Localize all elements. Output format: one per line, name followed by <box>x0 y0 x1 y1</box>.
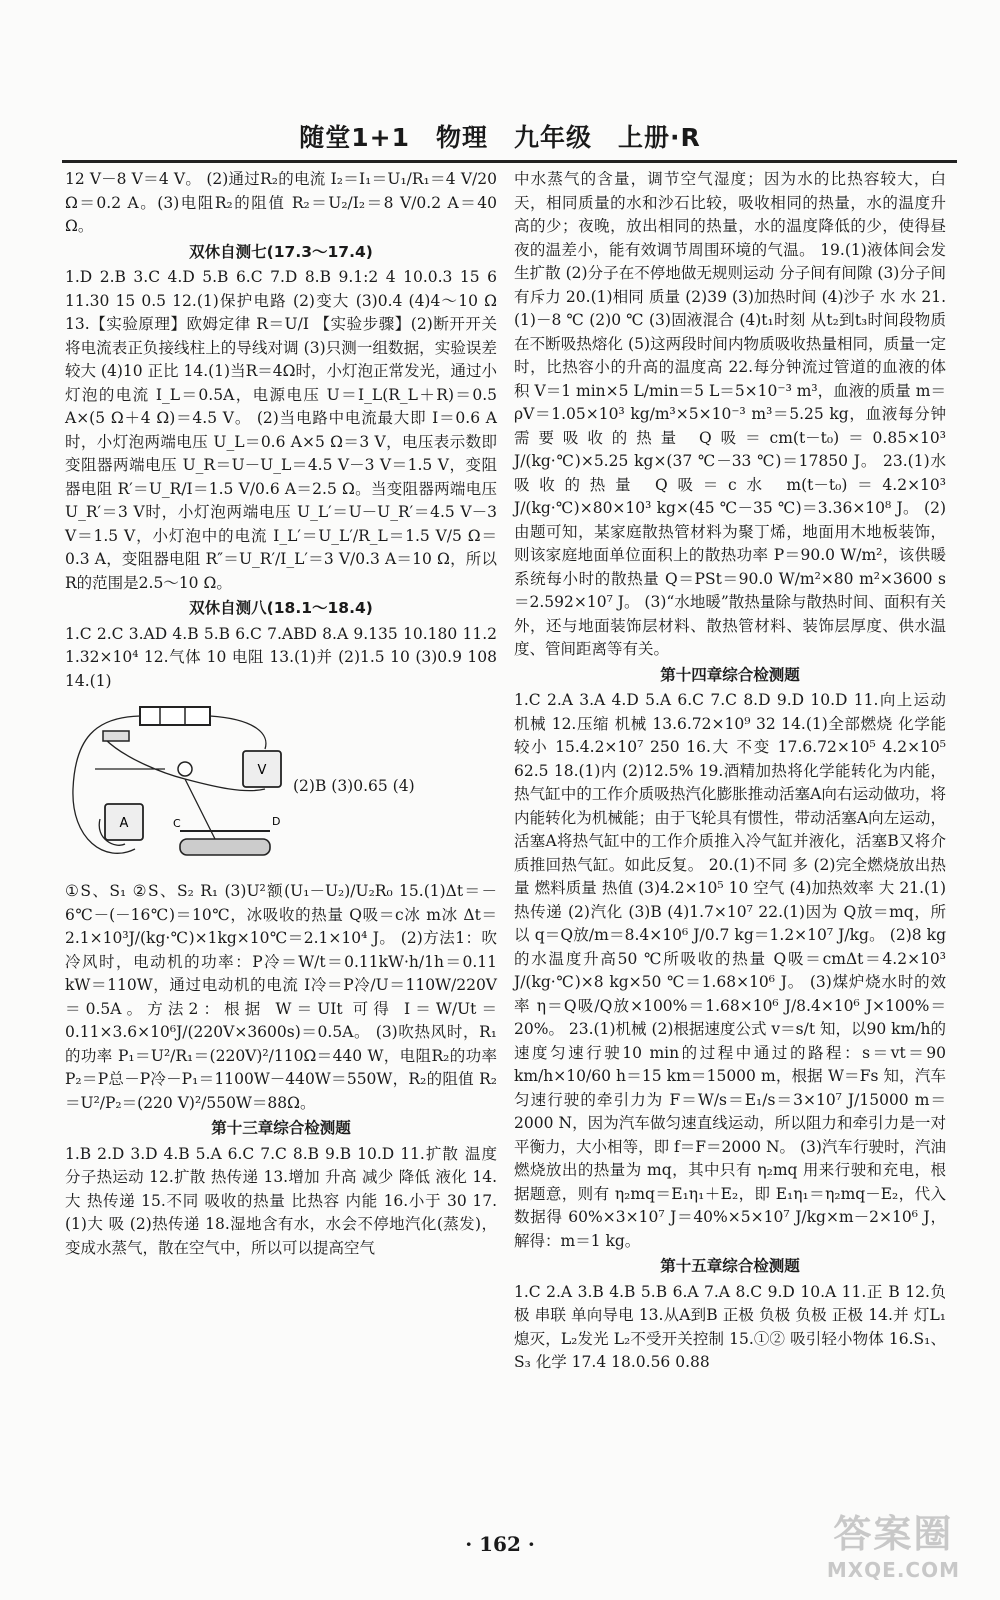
question-14-text: (2)B (3)0.65 (4) <box>293 776 415 795</box>
watermark-text: 答案圈 <box>833 1512 954 1556</box>
right-column <box>514 168 946 1375</box>
section-title-quiz-8: 双休自测八(18.1～18.4) <box>189 599 373 617</box>
terminal-d-label: D <box>272 815 281 828</box>
section-title-chapter-15: 第十五章综合检测题 <box>660 1257 800 1275</box>
terminal-c-label: C <box>173 817 181 830</box>
section-title-quiz-7: 双休自测七(17.3～17.4) <box>189 242 373 261</box>
rheostat-icon <box>180 839 270 855</box>
circuit-wires <box>73 716 266 853</box>
section-title-chapter-14: 第十四章综合检测题 <box>660 665 800 684</box>
page-header: 随堂1+1 物理 九年级 上册·R <box>299 123 701 152</box>
right-para-1: 中水蒸气的含量，调节空气湿度；因为水的比热容较大，白天，相同质量的水和沙石比较，吸收相同的热量，水的温度升高的少；夜晚，放出相同的热量，水的温度降低的少，使得昼夜的温差小，能有效调节周围环境的气温。 19.(1)液体间会发生扩散 (2)分子在不停地做无规则运动 分子间有间隙 (3)分子间有斥力 20.(1)相同 质量 (2)39 (3)加热时间 (4)沙子 水 水 21.(1)－8 ℃ (2)0 ℃ (3)固液混合 (4)t₁时刻 从t₂到t₃时间段物质在不断吸热熔化 (5)这两段时间内物质吸收热量相同，质量一定时，比热容小的升高的温度高 22.每分钟流过管道的血液的体积 V＝1 min×5 L/min＝5 L＝5×10⁻³ m³，血液的质量 m＝ρV＝1.05×10³ kg/m³×5×10⁻³ m³＝5.25 kg，血液每分钟需要吸收的热量 Q吸＝cm(t－t₀)＝0.85×10³ J/(kg·℃)×5.25 kg×(37 ℃－33 ℃)＝17850 J。 23.(1)水吸收的热量 Q吸＝c水 m(t－t₀)＝4.2×10³ J/(kg·℃)×80×10³ kg×(45 ℃－35 ℃)＝3.36×10⁸ J。 (2)由题可知，某家庭散热管材料为聚丁烯，地面用木地板装饰，则该家庭地面单位面积上的散热功率 P＝90.0 W/m²，该供暖系统每小时的散热量 Q＝PSt＝90.0 W/m²×80 m²×3600 s＝2.592×10⁷ J。 (3)“水地暖”散热量除与散热时间、面积有关外，还与地面装饰层材料、散热管材料、装饰层厚度、供水温度、管间距离等有关。 <box>514 170 946 658</box>
switch-icon <box>103 731 129 741</box>
left-column <box>65 168 497 1260</box>
page-number: · 162 · <box>465 1532 535 1556</box>
ammeter-label: A <box>119 816 129 831</box>
right-para-2: 1.C 2.A 3.A 4.D 5.A 6.C 7.C 8.D 9.D 10.D 11.向上运动 机械 12.压缩 机械 13.6.72×10⁹ 32 14.(1)全部燃烧 化学能 较小 15.4.2×10⁷ 250 16.大 不变 17.6.72×10⁵ 4.2×10⁵ 62.5 18.(1)内 (2)12.5% 19.酒精加热将化学能转化为内能，热气缸中的工作介质吸热汽化膨胀推动活塞A向右运动做功，将内能转化为机械能；由于飞轮具有惯性，带动活塞A向左运动，活塞A将热气缸中的工作介质推入冷气缸并液化，活塞B又将介质推回热气缸。如此反复。 20.(1)不同 多 (2)完全燃烧放出热量 燃料质量 热值 (3)4.2×10⁵ 10 空气 (4)加热效率 大 21.(1)热传递 (2)汽化 (3)B (4)1.7×10⁷ 22.(1)因为 Q放＝mq，所以 q＝Q放/m＝8.4×10⁶ J/0.7 kg＝1.2×10⁷ J/kg。 (2)8 kg的水温度升高50 ℃所吸收的热量 Q吸＝cmΔt＝4.2×10³ J/(kg·℃)×8 kg×50 ℃＝1.68×10⁶ J。 (3)煤炉烧水时的效率 η＝Q吸/Q放×100%＝1.68×10⁶ J/8.4×10⁶ J×100%＝20%。 23.(1)机械 (2)根据速度公式 v＝s/t 知，以90 km/h的速度匀速行驶10 min的过程中通过的路程：s＝vt＝90 km/h×10/60 h＝15 km＝15000 m，根据 W＝Fs 知，汽车匀速行驶的牵引力为 F＝W/s＝E₁/s＝3×10⁷ J/15000 m＝2000 N，因为汽车做匀速直线运动，所以阻力和牵引力是一对平衡力，大小相等，即 f＝F＝2000 N。 (3)汽车行驶时，汽油燃烧放出的热量为 mq，其中只有 η₂mq 用来行驶和充电，根据题意，则有 η₂mq＝E₁η₁＋E₂，即 E₁η₁＝η₂mq－E₂，代入数据得 60%×3×10⁷ J＝40%×5×10⁷ J/kg×m－2×10⁶ J，解得：m＝1 kg。 <box>514 691 946 1250</box>
battery-icon <box>140 707 210 725</box>
section-title-chapter-13: 第十三章综合检测题 <box>211 1119 351 1137</box>
left-para-2: 1.D 2.B 3.C 4.D 5.B 6.C 7.D 8.B 9.1:2 4 10.0.3 15 6 11.30 15 0.5 12.(1)保护电路 (2)变大 (3)0.4 (4)4～10 Ω 13.【实验原理】欧姆定律 R＝U/I 【实验步骤】(2)断开开关 将电流表正负接线柱上的导线对调 (3)只测一组数据，实验误差较大 (4)10 正比 14.(1)当R＝4Ω时，小灯泡正常发光，通过小灯泡的电流 I_L＝0.5A，电源电压 U＝I_L(R_L＋R)＝0.5 A×(5 Ω＋4 Ω)＝4.5 V。 (2)当电路中电流最大即 I＝0.6 A时，小灯泡两端电压 U_L＝0.6 A×5 Ω＝3 V，电压表示数即变阻器两端电压 U_R＝U－U_L＝4.5 V－3 V＝1.5 V，变阻器电阻 R′＝U_R/I＝1.5 V/0.6 A＝2.5 Ω。当变阻器两端电压 U_R′＝3 V时，小灯泡两端电压 U_L′＝U－U_R′＝4.5 V－3 V＝1.5 V，小灯泡中的电流 I_L′＝U_L′/R_L＝1.5 V/5 Ω＝0.3 A，变阻器电阻 R″＝U_R′/I_L′＝3 V/0.3 A＝10 Ω，所以R的范围是2.5～10 Ω。 <box>65 268 497 592</box>
left-para-1: 12 V－8 V＝4 V。 (2)通过R₂的电流 I₂＝I₁＝U₁/R₁＝4 V/20 Ω＝0.2 A。(3)电阻R₂的阻值 R₂＝U₂/I₂＝8 V/0.2 A＝40 Ω。 <box>65 170 497 235</box>
right-para-3: 1.C 2.A 3.B 4.B 5.B 6.A 7.A 8.C 9.D 10.A 11.正 B 12.负极 串联 单向导电 13.从A到B 正极 负极 负极 正极 14.并 灯L₁熄灭，L₂发光 L₂不受开关控制 15.①② 吸引轻小物体 16.S₁、S₃ 化学 17.4 18.0.56 0.88 <box>514 1282 946 1371</box>
lamp-icon <box>178 762 192 776</box>
watermark-logo <box>827 1503 960 1582</box>
watermark-url: MXQE.COM <box>826 1558 960 1582</box>
left-para-5: 1.B 2.D 3.D 4.B 5.A 6.C 7.C 8.B 9.B 10.D 11.扩散 温度 分子热运动 12.扩散 热传递 13.增加 升高 减少 降低 液化 14.大 热传递 15.不同 吸收的热量 比热容 内能 16.小于 30 17.(1)大 吸 (2)热传递 18.湿地含有水，水会不停地汽化(蒸发)，变成水蒸气，散在空气中，所以可以提高空气 <box>65 1144 497 1257</box>
header-rule <box>62 160 957 163</box>
circuit-diagram <box>65 699 285 874</box>
left-para-3: 1.C 2.C 3.AD 4.B 5.B 6.C 7.ABD 8.A 9.135 10.180 11.2 1.32×10⁴ 12.气体 10 电阻 13.(1)并 (2)1.5 10 (3)0.9 108 14.(1) <box>65 624 497 690</box>
voltmeter-label: V <box>257 763 267 778</box>
left-para-4: ①S、S₁ ②S、S₂ R₁ (3)U²额(U₁－U₂)/U₂R₀ 15.(1)Δt＝－6℃－(－16℃)＝10℃，冰吸收的热量 Q吸＝c冰 m冰 Δt＝2.1×10³J/(kg·℃)×1kg×10℃＝2.1×10⁴ J。 (2)方法1：吹冷风时，电动机的功率：P冷＝W/t＝0.11kW·h/1h＝0.11 kW＝110W，通过电动机的电流 I冷＝P冷/U＝110W/220V＝0.5A。方法2：根据 W＝UIt 可得 I＝W/Ut＝0.11×3.6×10⁶J/(220V×3600s)＝0.5A。 (3)吹热风时，R₁的功率 P₁＝U²/R₁＝(220V)²/110Ω＝440 W，电阻R₂的功率 P₂＝P总－P冷－P₁＝1100W－440W＝550W，R₂的阻值 R₂＝U²/P₂＝(220 V)²/550W＝88Ω。 <box>65 882 497 1112</box>
circuit-figure-row <box>65 699 497 874</box>
